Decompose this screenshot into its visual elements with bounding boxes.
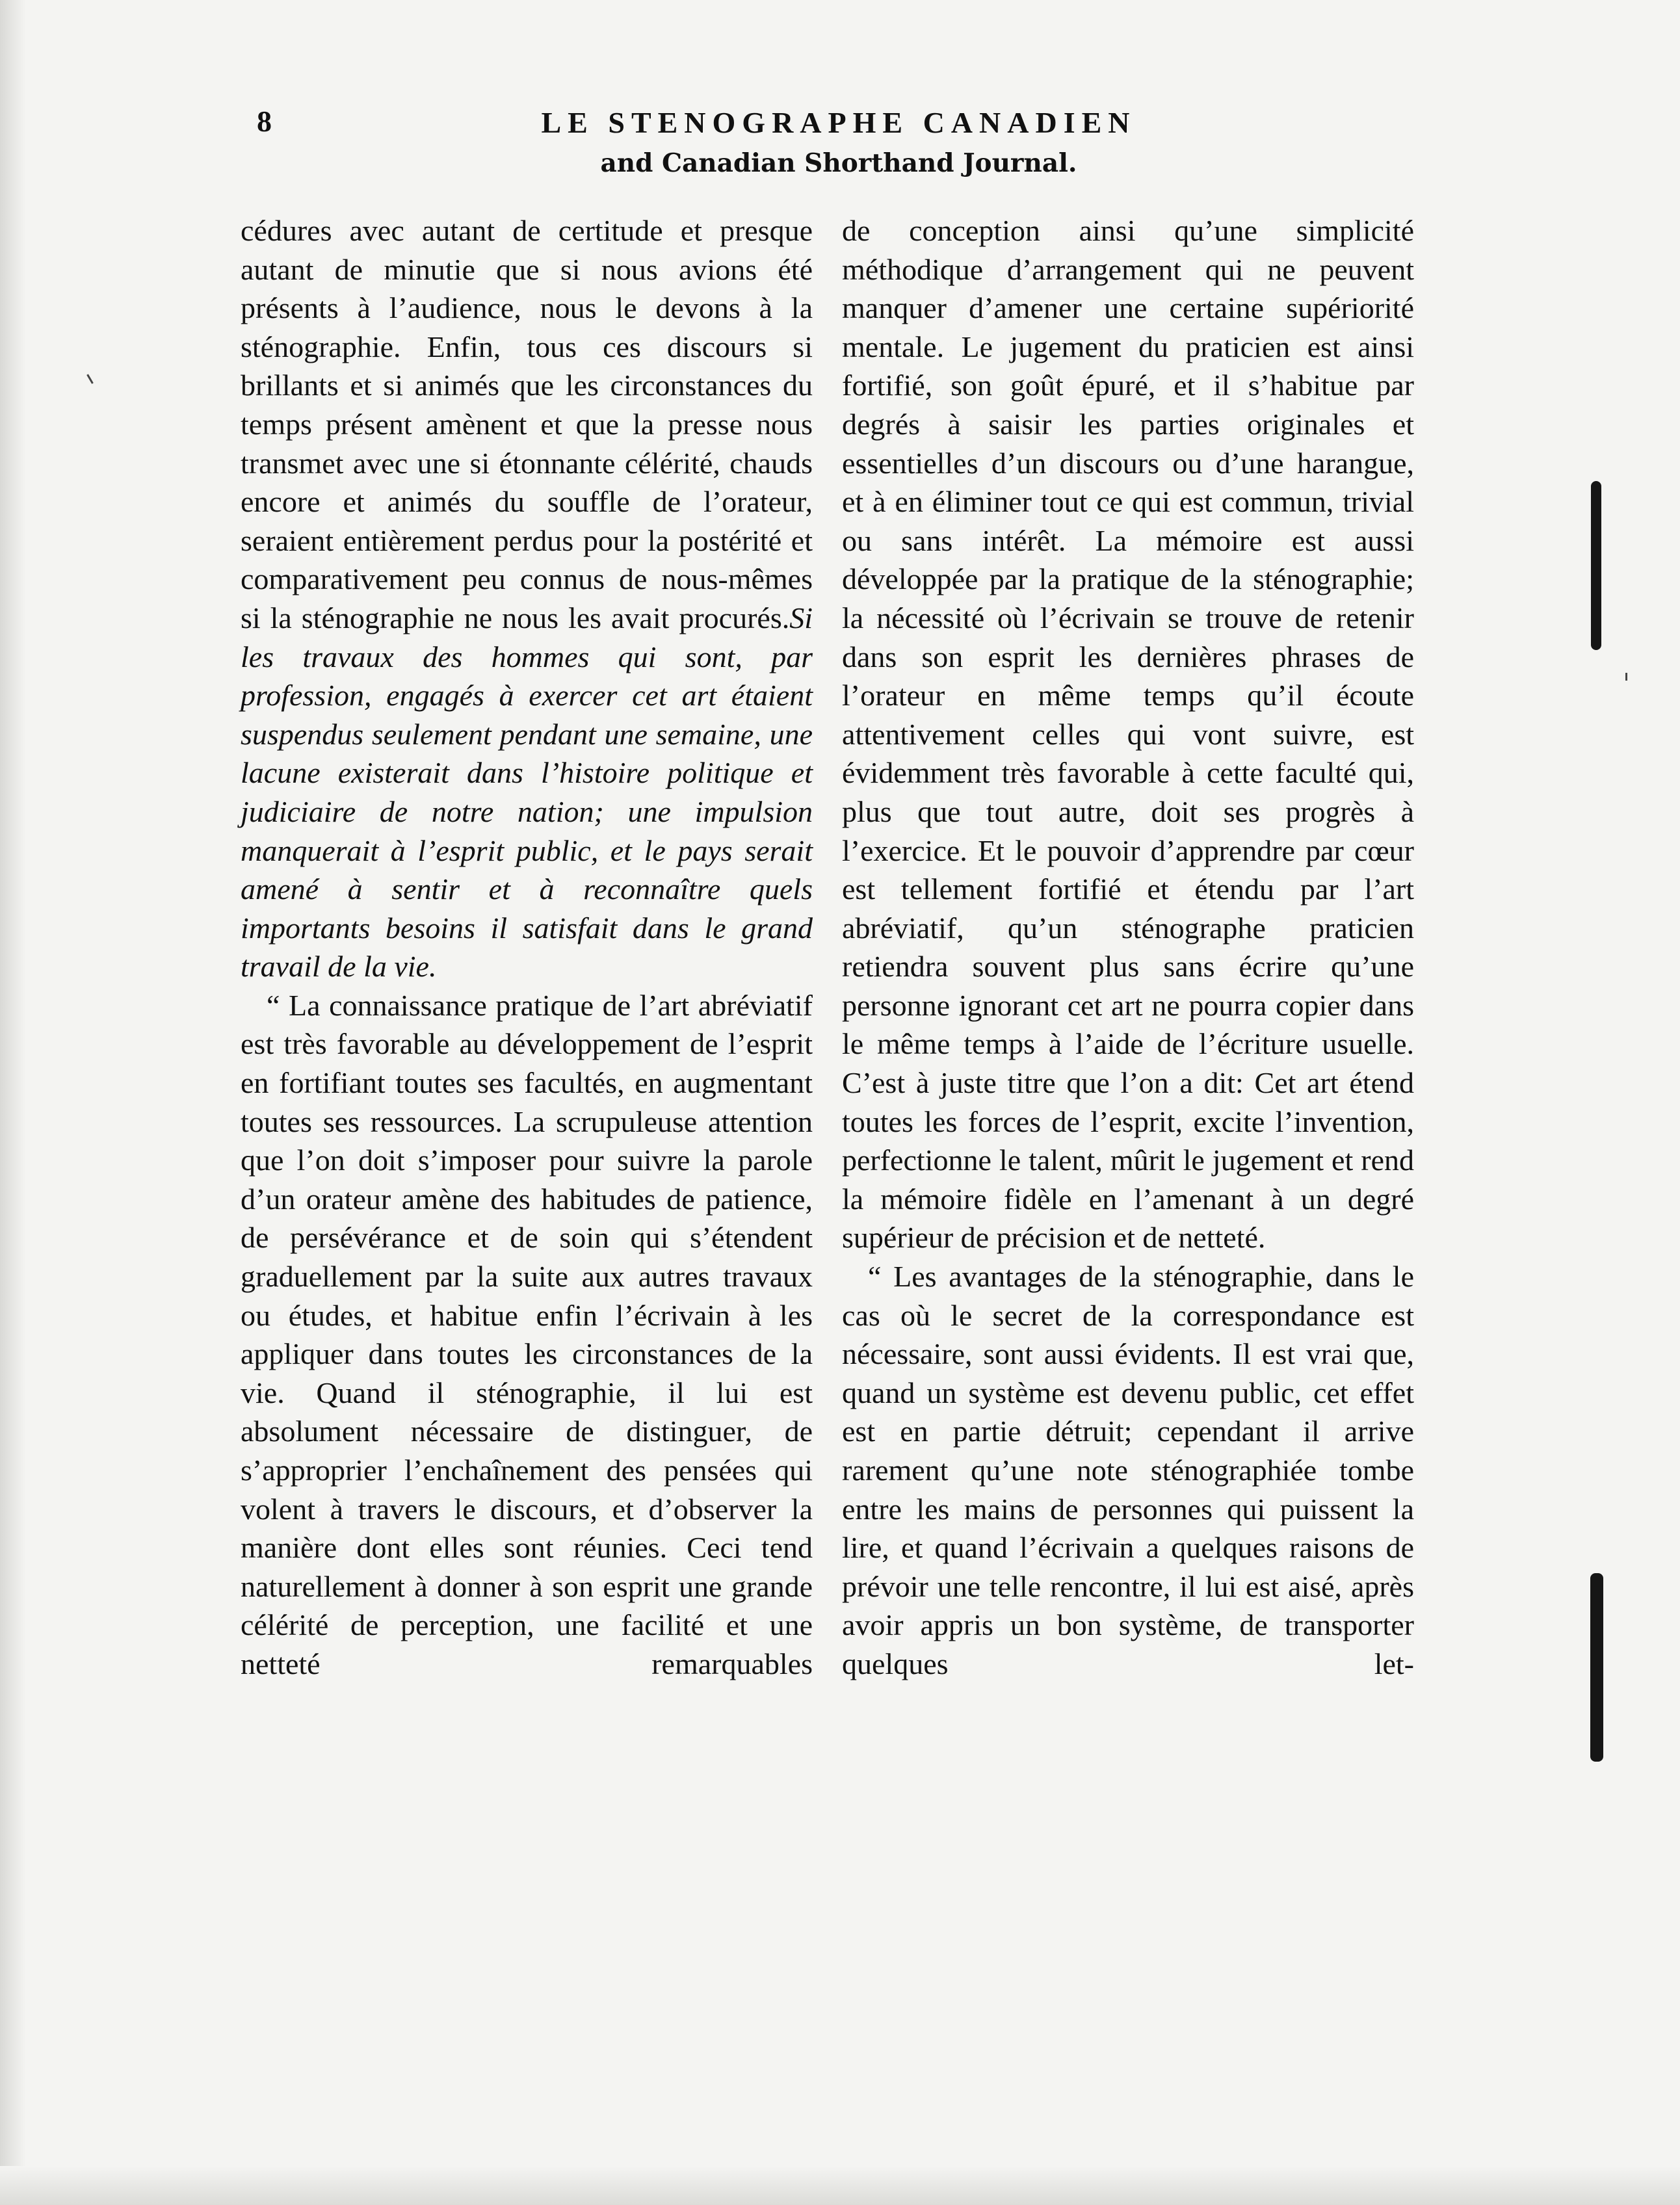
- page-number: 8: [257, 105, 272, 138]
- left-paragraph-1-italic: Si les travaux des hommes qui sont, par profession, engagés à exercer cet art étaient suspendus seulement pendant une semaine, une lacune existerait dans l’histoire politique et judiciaire de notre nation; une impulsion manquerait à l’esprit public, et le pays serait amené à sentir et à reconnaître quels importants besoins il satisfait dans le grand travail de la vie.: [241, 601, 813, 984]
- left-paragraph-1-text: cédures avec autant de certitude et presque autant de minutie que si nous avions été présents à l’audience, nous le devons à la sténographie. Enfin, tous ces discours si brillants et si animés que les circonstances du temps présent amènent et que la presse nous transmet avec une si étonnante célérité, chauds encore et animés du souffle de l’orateur, seraient entièrement perdus pour la postérité et comparativement peu connus de nous-mêmes si la sténographie ne nous les avait procurés.: [241, 214, 813, 634]
- right-column: [842, 211, 1414, 1684]
- left-paragraph-2: “ La connaissance pratique de l’art abréviatif est très favorable au développement de l’esprit en fortifiant toutes ses facultés, en augmentant toutes ses ressources. La scrupuleuse attention que l’on doit s’imposer pour suivre la parole d’un orateur amène des habitudes de patience, de persévérance et de soin qui s’étendent graduellement par la suite aux autres travaux ou études, et habitue enfin l’écrivain à les appliquer dans toutes les circonstances de la vie. Quand il sténographie, il lui est absolument nécessaire de distinguer, de s’approprier l’enchaînement des pensées qui volent à travers le discours, et d’observer la manière dont elles sont réunies. Ceci tend naturellement à donner à son esprit une grande célérité de perception, une facilité et une netteté remarquables: [241, 988, 813, 1680]
- right-paragraph-1: de conception ainsi qu’une simplicité méthodique d’arrangement qui ne peuvent manquer d’amener une certaine supériorité mentale. Le jugement du praticien est ainsi fortifié, son goût épuré, et il s’habitue par degrés à saisir les parties originales et essentielles d’un discours ou d’une harangue, et à en éliminer tout ce qui est commun, trivial ou sans intérêt. La mémoire est aussi développée par la pratique de la sténographie; la nécessité où l’écrivain se trouve de retenir dans son esprit les dernières phrases de l’orateur en même temps qu’il écoute attentivement celles qui vont suivre, est évidemment très favorable à cette faculté qui, plus que tout autre, doit ses progrès à l’exercice. Et le pouvoir d’apprendre par cœur est tellement fortifié et étendu par l’art abréviatif, qu’un sténographe praticien retiendra souvent plus sans écrire qu’une personne ignorant cet art ne pourra copier dans le même temps à l’aide de l’écriture usuelle. C’est à juste titre que l’on a dit: Cet art étend toutes les forces de l’esprit, excite l’invention, perfectionne le talent, mûrit le jugement et rend la mémoire fidèle en l’amenant à un degré supérieur de précision et de netteté.: [842, 214, 1414, 1255]
- right-paragraph-2: “ Les avantages de la sténographie, dans le cas où le secret de la correspondance est nécessaire, sont aussi évidents. Il est vrai que, quand un système est devenu public, cet effet est en partie détruit; cependant il arrive rarement qu’une note sténographiée tombe entre les mains de personnes qui puissent la lire, et quand l’écrivain a quelques raisons de prévoir une telle rencontre, il lui est aisé, après avoir appris un bon système, de transporter quelques let-: [842, 1260, 1414, 1680]
- scan-bottom-shadow: [0, 2166, 1680, 2205]
- journal-title: LE STENOGRAPHE CANADIEN: [541, 106, 1136, 139]
- scan-artifact-mark: [1591, 481, 1601, 650]
- journal-subtitle: and Canadian Shorthand Journal.: [600, 148, 1077, 178]
- scan-page-edge: [0, 0, 26, 2205]
- scan-speck: [86, 374, 94, 384]
- left-column: [241, 211, 813, 1684]
- scan-artifact-mark: [1590, 1573, 1603, 1762]
- left-paragraph-1: [241, 211, 813, 986]
- scan-speck: [1625, 673, 1627, 681]
